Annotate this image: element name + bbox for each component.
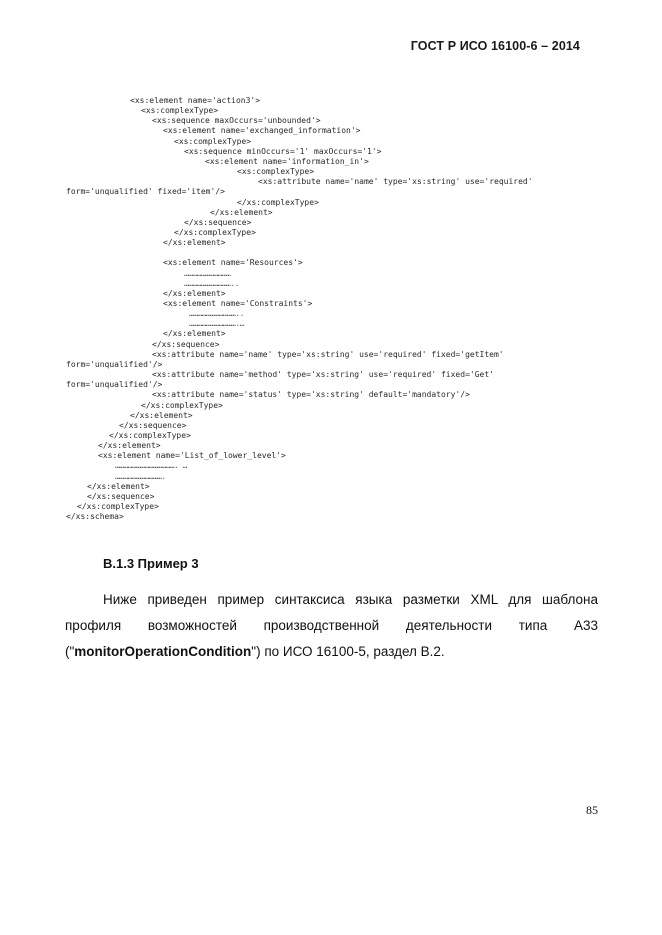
code-line: <xs:sequence minOccurs='1' maxOccurs='1'> xyxy=(184,146,382,156)
section-heading: B.1.3 Пример 3 xyxy=(103,556,199,571)
code-line: <xs:attribute name='name' type='xs:string' use='required' fixed='getItem' xyxy=(152,349,504,359)
code-line: <xs:complexType> xyxy=(237,167,315,177)
code-line-ellipsis: ……………………………. xyxy=(115,471,166,481)
code-line: </xs:complexType> xyxy=(109,430,191,440)
code-line: <xs:attribute name='status' type='xs:string' default='mandatory'/> xyxy=(152,390,470,400)
paragraph-line-3-rest: ") по ИСО 16100-5, раздел B.2. xyxy=(251,644,445,659)
code-line: form='unqualified' fixed='item'/> xyxy=(66,187,225,197)
code-line-ellipsis: …………………………….. xyxy=(184,278,239,288)
paragraph-line-3 xyxy=(65,639,598,665)
code-line: </xs:complexType> xyxy=(77,502,159,511)
code-line: <xs:element name='information_in'> xyxy=(205,156,369,166)
code-line: </xs:element> xyxy=(163,329,226,339)
paragraph-line-2: профиля возможностей производственной деятельности типа A33 xyxy=(65,618,598,633)
code-line: <xs:element name='List_of_lower_level'> xyxy=(98,451,286,461)
code-line: </xs:element> xyxy=(98,441,161,451)
paragraph-line-3-bold: monitorOperationCondition xyxy=(74,644,252,659)
code-line: <xs:element name='Constraints'> xyxy=(163,299,313,308)
paragraph-line-3-open: (" xyxy=(65,644,75,659)
code-line: </xs:complexType> xyxy=(141,400,223,410)
code-line: </xs:element> xyxy=(163,288,226,298)
paragraph-line-1: Ниже приведен пример синтаксиса языка разметки XML для шаблона xyxy=(103,592,598,607)
code-line-ellipsis: ……………………………………. … xyxy=(115,461,187,471)
code-line: </xs:complexType> xyxy=(174,227,256,237)
code-line: </xs:element> xyxy=(163,238,226,248)
page-number: 85 xyxy=(586,803,598,817)
code-line: <xs:complexType> xyxy=(141,106,219,116)
code-line: </xs:element> xyxy=(87,481,150,491)
code-line: <xs:element name='exchanged_information'> xyxy=(163,126,361,136)
code-line: </xs:sequence> xyxy=(152,339,220,349)
code-line: </xs:sequence> xyxy=(184,217,252,227)
code-line: form='unqualified'/> xyxy=(66,359,163,369)
document-header-title: ГОСТ Р ИСО 16100-6 – 2014 xyxy=(410,39,580,53)
code-line: form='unqualified'/> xyxy=(66,380,163,390)
code-line: <xs:complexType> xyxy=(174,136,252,146)
code-line-ellipsis: …………………………… xyxy=(184,268,231,278)
code-line: </xs:complexType> xyxy=(237,197,319,207)
code-line: <xs:attribute name='method' type='xs:string' use='required' fixed='Get' xyxy=(152,370,494,380)
body-paragraph xyxy=(65,587,598,665)
code-line: </xs:element> xyxy=(210,207,273,217)
code-line: </xs:schema> xyxy=(66,512,124,522)
code-line-ellipsis: …………………………….. xyxy=(189,309,244,319)
code-line: <xs:element name='Resources'> xyxy=(163,258,303,268)
code-line: <xs:attribute name='name' type='xs:string' use='required' xyxy=(258,177,533,187)
code-line: </xs:sequence> xyxy=(87,491,155,501)
code-line: <xs:element name='action3'> xyxy=(130,96,261,105)
code-line: </xs:element> xyxy=(130,410,193,420)
code-line-ellipsis: …………………………….… xyxy=(189,319,244,329)
code-line: <xs:sequence maxOccurs='unbounded'> xyxy=(152,116,321,126)
code-line: </xs:sequence> xyxy=(119,420,187,430)
